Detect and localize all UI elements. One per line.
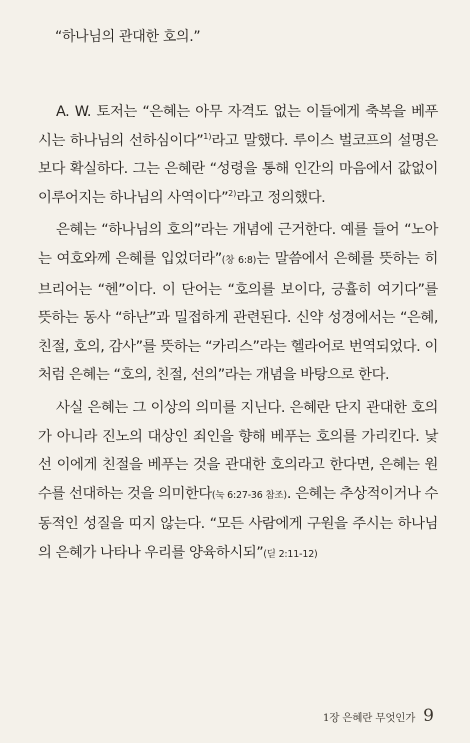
scripture-reference: (창 6:8) [221,254,257,266]
body-text [38,98,438,570]
footnote-marker: 1) [203,131,212,141]
text-run: 라고 말했다. 루이스 벌코프의 설명은 보다 확실하다. 그는 은혜란 “성령을 통해 인간의 마음에서 값없이 이루어지는 하나님의 사역이다” [38,132,438,206]
paragraph [38,98,438,212]
footnote-marker: 2) [228,188,237,198]
page-footer [323,706,434,726]
text-run: A. W. 토저는 “은혜는 아무 자격도 없는 이들에게 축복을 베푸시는 하나님의 선하심이다” [38,104,438,149]
paragraph [38,394,438,570]
running-footer-chapter: 1장 은혜란 무엇인가 [322,712,416,724]
text-run: 사실 은혜는 그 이상의 의미를 지닌다. 은혜란 단지 관대한 호의가 아니라 진노의 대상인 죄인을 향해 베푸는 호의를 가리킨다. 낯선 이에게 친절을 베푸는 것을 관대한 호의라고 한다면, 은혜는 원수를 선대하는 것을 의미한다 [38,399,438,502]
scripture-reference: (눅 6:27-36 참조) [211,489,287,501]
text-run: 라고 정의했다. [236,189,326,206]
page-number: 9 [423,706,434,726]
text-run: 는 말씀에서 은혜를 뜻하는 히브리어는 “헨”이다. 이 단어는 “호의를 보이다, 긍휼히 여기다”를 뜻하는 동사 “하난”과 밀접하게 관련된다. 신약 성경에서는 “은혜, 친절, 호의, 감사”를 뜻하는 “카리스”라는 헬라어로 번역되었다. 이처럼 은혜는 “호의, 친절, 선의”라는 개념을 바탕으로 한다. [38,250,439,384]
text-run: . 은혜는 추상적이거나 수동적인 성질을 띠지 않는다. “모든 사람에게 구원을 주시는 하나님의 은혜가 나타나 우리를 양육하시되” [38,485,438,561]
scripture-reference: (딛 2:11-12) [263,548,318,560]
quote-line: “하나님의 관대한 호의.” [55,29,201,45]
text-run: 은혜는 “하나님의 호의”라는 개념에 근거한다. 예를 들어 “노아는 여호와께 은혜를 입었더라” [38,222,438,267]
paragraph [38,216,438,390]
